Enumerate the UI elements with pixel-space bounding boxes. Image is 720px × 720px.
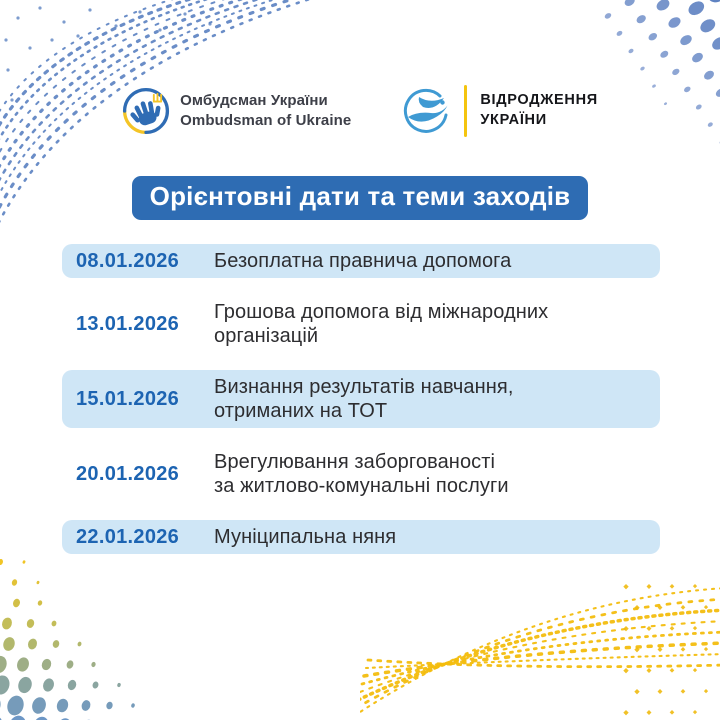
event-date: 08.01.2026: [76, 249, 180, 272]
event-date: 15.01.2026: [76, 387, 180, 410]
event-date: 22.01.2026: [76, 525, 180, 548]
event-row: [62, 520, 660, 554]
event-topic: Безоплатна правнича допомога: [214, 250, 512, 272]
ombudsman-logo: [122, 87, 351, 135]
title-banner: [0, 176, 720, 220]
event-date: 20.01.2026: [76, 462, 180, 485]
event-topic: Визнання результатів навчання, отриманих на ТОТ: [214, 376, 514, 422]
deco-halftone-bottom-left: [0, 530, 230, 720]
event-date: 13.01.2026: [76, 312, 180, 335]
deco-dotted-waves-bottom-right: [360, 570, 720, 720]
divider: [464, 85, 467, 137]
event-row: [62, 445, 660, 503]
event-topic: Муніципальна няня: [214, 526, 397, 548]
ombudsman-emblem-icon: [122, 87, 170, 135]
events-list: [62, 244, 660, 554]
event-row: [62, 295, 660, 353]
event-topic: Врегулювання заборгованості за житлово-комунальні послуги: [214, 451, 509, 497]
dove-icon: [397, 84, 451, 138]
header: [0, 84, 720, 138]
event-row: [62, 244, 660, 278]
event-topic: Грошова допомога від міжнародних організацій: [214, 301, 549, 347]
event-row: [62, 370, 660, 428]
page-title: Орієнтовні дати та теми заходів: [132, 176, 589, 220]
vidrodzhennia-line2: УКРАЇНИ: [480, 112, 547, 128]
ombudsman-name-en: Ombudsman of Ukraine: [180, 112, 352, 129]
vidrodzhennia-logo: [397, 84, 598, 138]
vidrodzhennia-line1: ВІДРОДЖЕННЯ: [480, 92, 598, 109]
ombudsman-name-uk: Омбудсман України: [180, 92, 328, 110]
